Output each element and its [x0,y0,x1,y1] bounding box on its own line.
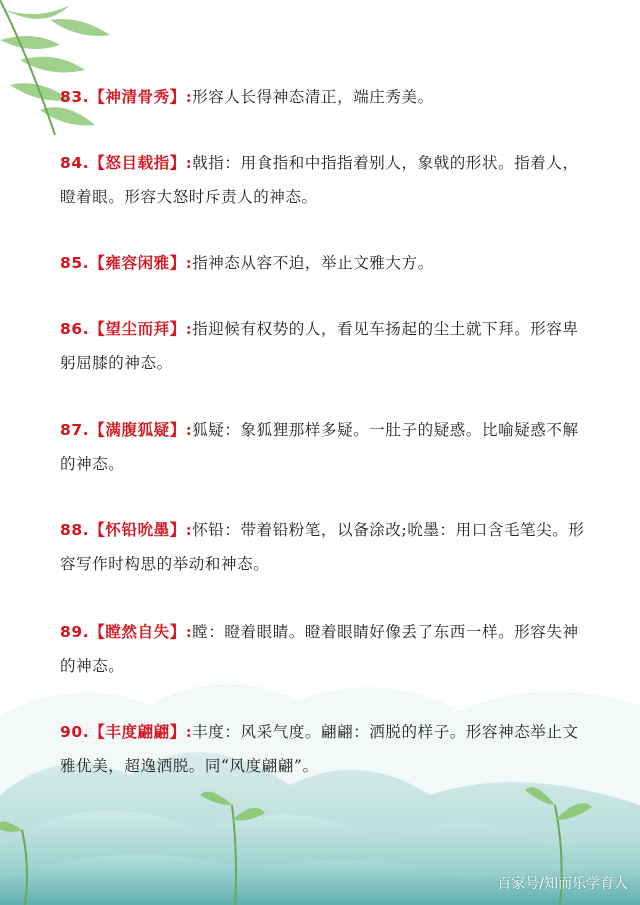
idiom-definition: 指迎候有权势的人，看见车扬起的尘土就下拜。形容卑躬屈膝的神态。 [60,320,579,372]
watermark: 百家号/知而乐学育人 [497,876,628,892]
idiom-entry [60,312,590,380]
idiom-definition: 怀铅：带着铅粉笔，以备涂改;吮墨：用口含毛笔尖。形容写作时构思的举动和神态。 [60,521,585,573]
idiom-definition: 指神态从容不迫，举止文雅大方。 [192,254,434,272]
idiom-entry [60,715,590,783]
idiom-definition: 狐疑：象狐狸那样多疑。一肚子的疑惑。比喻疑惑不解的神态。 [60,421,579,473]
idiom-term: 【丰度翩翩】: [89,722,193,741]
idiom-definition: 戟指：用食指和中指指着别人，象戟的形状。指着人，瞪着眼。形容大怒时斥责人的神态。 [60,154,579,206]
entry-number: 90. [60,723,90,741]
idiom-definition: 瞠：瞪着眼睛。瞪着眼睛好像丢了东西一样。形容失神的神态。 [60,623,579,675]
idiom-term: 【满腹狐疑】: [89,420,193,439]
entry-number: 84. [60,154,90,172]
idiom-entry [60,413,590,481]
entry-number: 83. [60,88,90,106]
idiom-term: 【怀铅吮墨】: [89,520,193,539]
idiom-entry [60,80,590,114]
idiom-entry [60,246,590,280]
entry-number: 86. [60,320,90,338]
bamboo-leaves-decoration [0,0,130,140]
entry-number: 88. [60,521,90,539]
idiom-entry [60,615,590,683]
idiom-term: 【怒目载指】: [89,153,193,172]
idiom-term: 【神清骨秀】: [89,87,193,106]
idiom-term: 【望尘而拜】: [89,319,193,338]
idiom-definition: 形容人长得神态清正，端庄秀美。 [192,88,434,106]
idiom-definition: 丰度：风采气度。翩翩：洒脱的样子。形容神态举止文雅优美，超逸洒脱。同“风度翩翩”。 [60,723,579,775]
entry-number: 89. [60,623,90,641]
entry-number: 87. [60,421,90,439]
idiom-entry [60,513,590,581]
idiom-term: 【瞠然自失】: [89,622,193,641]
entry-number: 85. [60,254,90,272]
idiom-entry [60,146,590,214]
idiom-term: 【雍容闲雅】: [89,253,193,272]
